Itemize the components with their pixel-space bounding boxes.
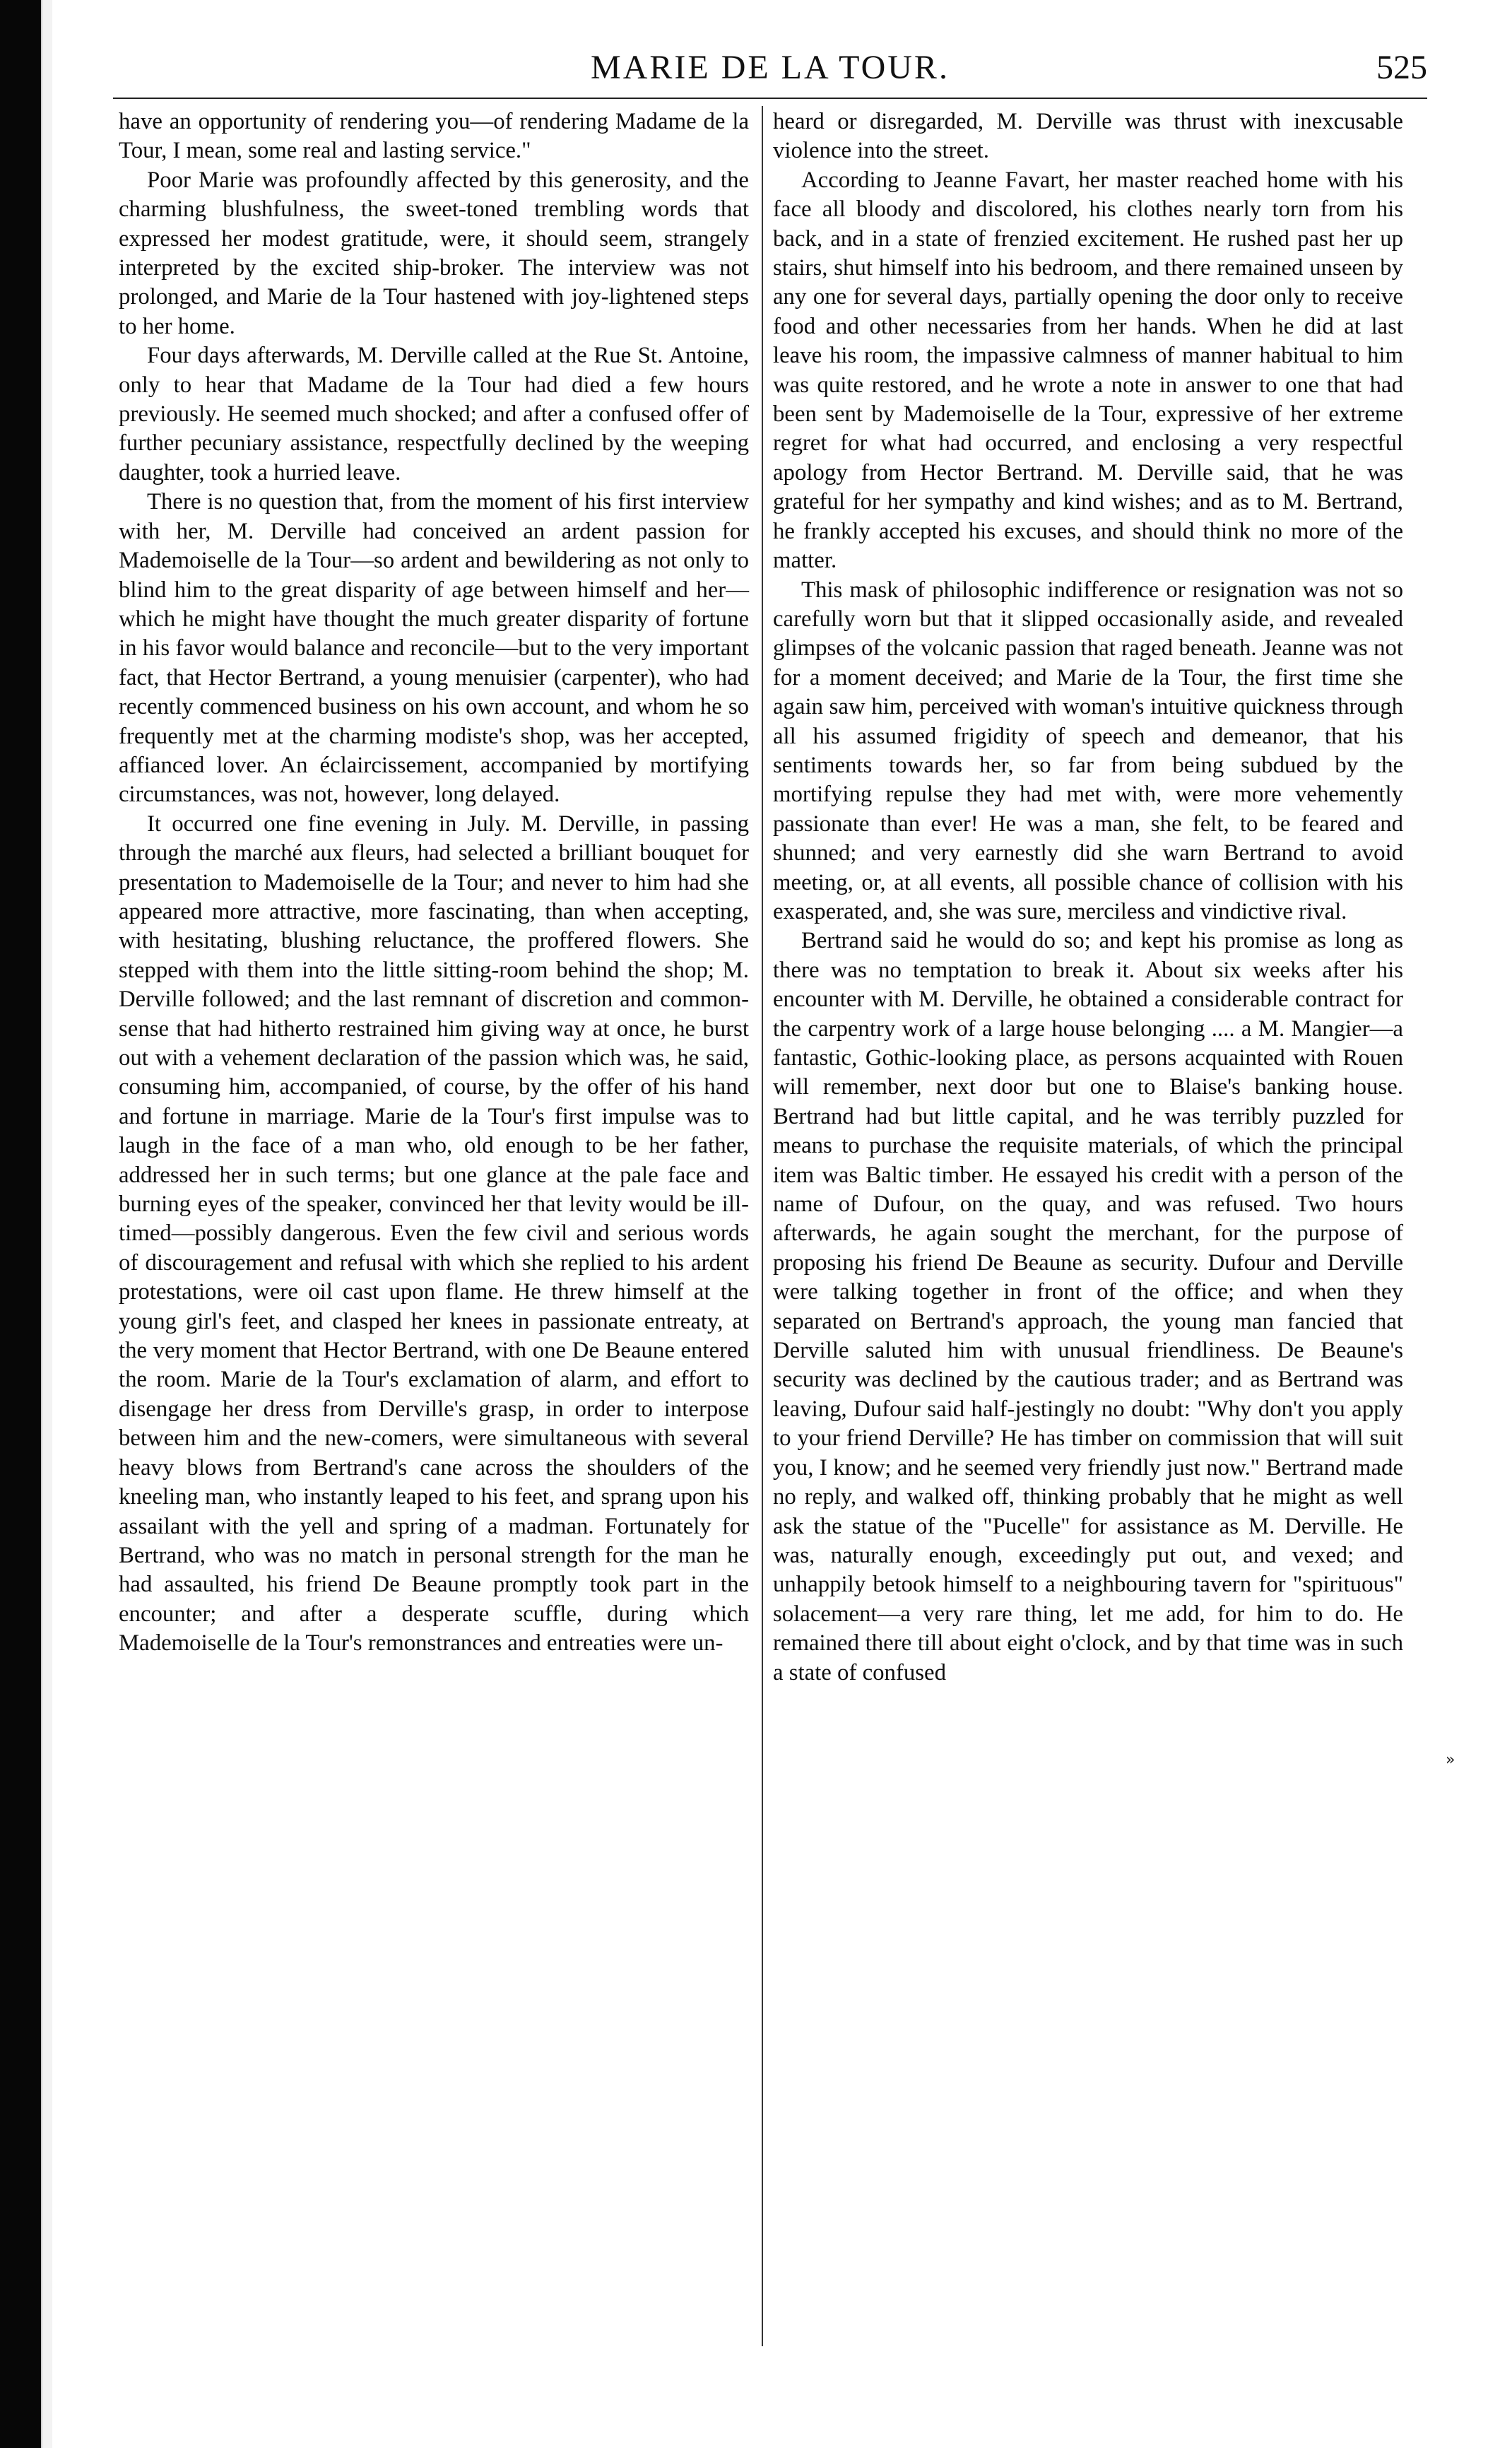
page-number: 525 xyxy=(1376,49,1427,86)
paragraph: Four days afterwards, M. Derville called at the Rue St. Antoine, only to hear that Madame de la Tour had died a few hours previously. He seemed much shocked; and after a confused offer of further pecuniary assistance, respectfully declined by the weeping daughter, took a hurried leave. xyxy=(119,343,749,486)
margin-mark: » xyxy=(1446,1751,1455,1769)
paragraph: Poor Marie was profoundly affected by this generosity, and the charming blushfulness, the sweet-toned trembling words that expressed her modest gratitude, were, it should seem, strangely interpreted by the excited ship-broker. The interview was not prolonged, and Marie de la Tour hastened with joy-lightened steps to her home. xyxy=(119,167,749,339)
column-rule xyxy=(762,106,763,2346)
paragraph: Bertrand said he would do so; and kept his promise as long as there was no temptation to break it. About six weeks after his encounter with M. Derville, he obtained a considerable contract for the carpentry work of a large house belonging .... a M. Mangier—a fantastic, Gothic-looking place, as persons acquainted with Rouen will remember, next door but one to Blaise's banking house. Bertrand had but little capital, and he was terribly puzzled for means to purchase the requisite materials, of which the principal item was Baltic timber. He essayed his credit with a person of the name of Dufour, on the quay, and was refused. Two hours afterwards, he again sought the merchant, for the purpose of proposing his friend De Beaune as security. Dufour and Derville were talking together in front of the office; and when they separated on Bertrand's approach, the young man fancied that Derville saluted him with unusual friendliness. De Beaune's security was declined by the cautious trader; and as Bertrand was leaving, Dufour said half-jestingly no doubt: "Why don't you apply to your friend Derville? He has timber on commission that will suit you, I know; and he seemed very friendly just now." Bertrand made no reply, and walked off, thinking probably that he might as well ask the statue of the "Pucelle" for assistance as M. Derville. He was, naturally enough, exceedingly put out, and vexed; and unhappily betook himself to a neighbouring tavern for "spirituous" solacement—a very rare thing, let me add, for him to do. He remained there till about eight o'clock, and by that time was in such a state of confused xyxy=(773,928,1403,1685)
running-head: MARIE DE LA TOUR. xyxy=(591,49,950,86)
paragraph: There is no question that, from the moment of his first interview with her, M. Derville had conceived an ardent passion for Mademoiselle de la Tour—so ardent and bewildering as not only to blind him to the great disparity of age between himself and her—which he might have thought the much greater disparity of fortune in his favor would balance and reconcile—but to the very important fact, that Hector Bertrand, a young menuisier (carpenter), who had recently commenced business on his own account, and whom he so frequently met at the charming modiste's shop, was her accepted, affianced lover. An éclaircissement, accompanied by mortifying circumstances, was not, however, long delayed. xyxy=(119,489,749,808)
left-column xyxy=(119,107,749,1659)
header-rule xyxy=(113,98,1427,99)
paragraph: It occurred one fine evening in July. M. Derville, in passing through the marché aux fleurs, had selected a brilliant bouquet for presentation to Mademoiselle de la Tour; and never to him had she appeared more attractive, more fascinating, than when accepting, with hesitating, blushing reluctance, the proffered flowers. She stepped with them into the little sitting-room behind the shop; M. Derville followed; and the last remnant of discretion and common-sense that had hitherto restrained him giving way at once, he burst out with a vehement declaration of the passion which was, he said, consuming him, accompanied, of course, by the offer of his hand and fortune in marriage. Marie de la Tour's first impulse was to laugh in the face of a man who, old enough to be her father, addressed her in such terms; but one glance at the pale face and burning eyes of the speaker, convinced her that levity would be ill-timed—possibly dangerous. Even the few civil and serious words of discouragement and refusal with which she replied to his ardent protestations, were oil cast upon flame. He threw himself at the young girl's feet, and clasped her knees in passionate entreaty, at the very moment that Hector Bertrand, with one De Beaune entered the room. Marie de la Tour's exclamation of alarm, and effort to disengage her dress from Derville's grasp, in order to interpose between him and the new-comers, were simultaneous with several heavy blows from Bertrand's cane across the shoulders of the kneeling man, who instantly leaped to his feet, and sprang upon his assailant with the yell and spring of a madman. Fortunately for Bertrand, who was no match in personal strength for the man he had assaulted, his friend De Beaune promptly took part in the encounter; and after a desperate scuffle, during which Mademoiselle de la Tour's remonstrances and entreaties were un- xyxy=(119,811,749,1656)
binding-strip xyxy=(41,0,52,2448)
paragraph: have an opportunity of rendering you—of rendering Madame de la Tour, I mean, some real and lasting service." xyxy=(119,109,749,164)
page-header xyxy=(113,45,1427,95)
paragraph: heard or disregarded, M. Derville was thrust with inexcusable violence into the street. xyxy=(773,109,1403,164)
paragraph: This mask of philosophic indifference or resignation was not so carefully worn but that it slipped occasionally aside, and revealed glimpses of the volcanic passion that raged beneath. Jeanne was not for a moment deceived; and Marie de la Tour, the first time she again saw him, perceived with woman's intuitive quickness through all his assumed frigidity of speech and demeanor, that his sentiments towards her, so far from being subdued by the mortifying repulse they had met with, were more vehemently passionate than ever! He was a man, she felt, to be feared and shunned; and very earnestly did she warn Bertrand to avoid meeting, or, at all events, all possible chance of collision with his exasperated, and, she was sure, merciless and vindictive rival. xyxy=(773,577,1403,924)
binding-edge xyxy=(0,0,41,2448)
right-column xyxy=(773,107,1403,1688)
paragraph: According to Jeanne Favart, her master reached home with his face all bloody and discolored, his clothes nearly torn from his back, and in a state of frenzied excitement. He rushed past her up stairs, shut himself into his bedroom, and there remained unseen by any one for several days, partially opening the door only to receive food and other necessaries from her hands. When he did at last leave his room, the impassive calmness of manner habitual to him was quite restored, and he wrote a note in answer to one that had been sent by Mademoiselle de la Tour, expressive of her extreme regret for what had occurred, and enclosing a very respectful apology from Hector Bertrand. M. Derville said, that he was grateful for her sympathy and kind wishes; and as to M. Bertrand, he frankly accepted his excuses, and should think no more of the matter. xyxy=(773,167,1403,574)
